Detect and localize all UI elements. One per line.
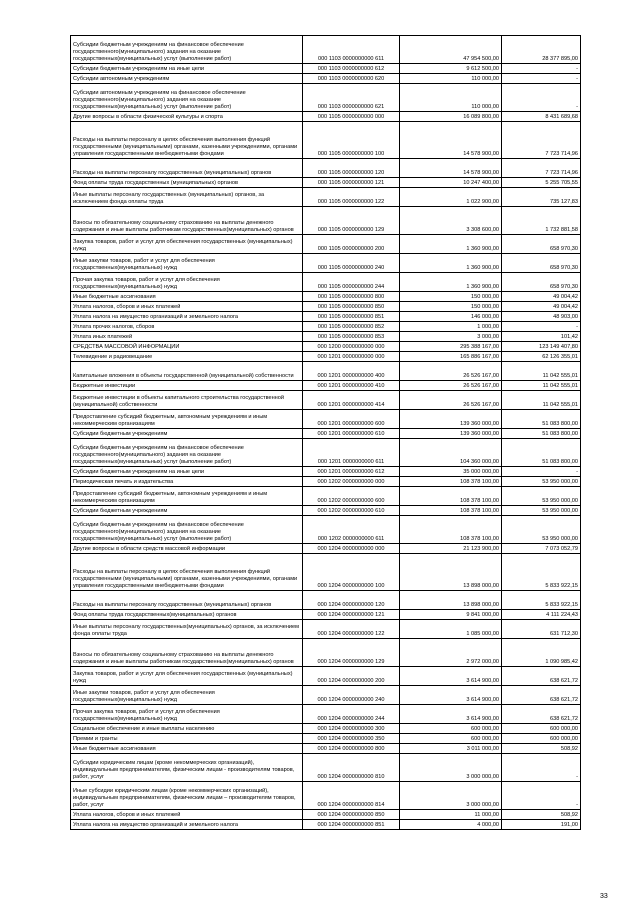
row-name-cell: Прочая закупка товаров, работ и услуг для обеспечения государственных(муниципальных) нужд [71, 273, 303, 292]
table-row [71, 112, 581, 122]
row-name-cell: Уплата налогов, сборов и иных платежей [71, 810, 303, 820]
row-code-cell: 000 1201 0000000000 612 [303, 467, 400, 477]
row-name-cell: Субсидии бюджетным учреждениям на финансовое обеспечение государственного(муниципального) задания на оказание государственных(муниципальных) услуг (выполнение работ) [71, 439, 303, 467]
table-row [71, 312, 581, 322]
row-code-cell: 000 1200 0000000000 000 [303, 342, 400, 352]
table-row [71, 292, 581, 302]
row-planned-cell: 108 378 100,00 [400, 516, 502, 544]
row-planned-cell: 3 000,00 [400, 332, 502, 342]
table-row [71, 506, 581, 516]
row-name-cell: Уплата налогов, сборов и иных платежей [71, 302, 303, 312]
table-row [71, 639, 581, 667]
table-row [71, 74, 581, 84]
row-executed-cell: - [502, 782, 581, 810]
row-name-cell: Субсидии бюджетным учреждениям [71, 506, 303, 516]
row-planned-cell: 9 612 500,00 [400, 64, 502, 74]
row-code-cell: 000 1103 0000000000 612 [303, 64, 400, 74]
table-row [71, 754, 581, 782]
row-executed-cell: 53 950 000,00 [502, 506, 581, 516]
row-name-cell: Субсидии бюджетным учреждениям на иные цели [71, 467, 303, 477]
row-planned-cell: 1 000,00 [400, 322, 502, 332]
row-name-cell: Закупка товаров, работ и услуг для обеспечения государственных (муниципальных) нужд [71, 235, 303, 254]
row-name-cell: Субсидии юридическим лицам (кроме некоммерческих организаций), индивидуальным предпринимателям, физическим лицам - производителям товаров, работ, услуг [71, 754, 303, 782]
row-executed-cell: 48 903,00 [502, 312, 581, 322]
table-row [71, 332, 581, 342]
table-row [71, 477, 581, 487]
row-executed-cell: 1 732 881,58 [502, 207, 581, 235]
row-code-cell: 000 1204 0000000000 851 [303, 820, 400, 830]
row-planned-cell: 3 614 900,00 [400, 705, 502, 724]
row-code-cell: 000 1105 0000000000 850 [303, 302, 400, 312]
page-number: 33 [600, 893, 608, 900]
table-row [71, 235, 581, 254]
row-name-cell: Уплата налога на имущество организаций и земельного налога [71, 820, 303, 830]
row-name-cell: Субсидии бюджетным учреждениям на иные цели [71, 64, 303, 74]
row-code-cell: 000 1204 0000000000 122 [303, 620, 400, 639]
row-name-cell: Взносы по обязательному социальному страхованию на выплаты денежного содержания и иные выплаты работникам государственных(муниципальных) органов [71, 639, 303, 667]
row-code-cell: 000 1204 0000000000 240 [303, 686, 400, 705]
row-planned-cell: 150 000,00 [400, 302, 502, 312]
table-row [71, 487, 581, 506]
row-name-cell: Другие вопросы в области физической культуры и спорта [71, 112, 303, 122]
row-name-cell: Иные выплаты персоналу государственных (муниципальных) органов, за исключением фонда оплаты труда [71, 188, 303, 207]
row-executed-cell: 53 950 000,00 [502, 487, 581, 506]
row-executed-cell: 53 950 000,00 [502, 477, 581, 487]
row-executed-cell: 51 083 800,00 [502, 410, 581, 429]
table-row [71, 342, 581, 352]
row-name-cell: Субсидии бюджетным учреждениям на финансовое обеспечение государственного(муниципального) задания на оказание государственных(муниципальных) услуг (выполнение работ) [71, 36, 303, 64]
table-row [71, 439, 581, 467]
row-planned-cell: 26 526 167,00 [400, 362, 502, 381]
table-row [71, 207, 581, 235]
row-name-cell: Бюджетные инвестиции в объекты капитального строительства государственной (муниципальной) собственности [71, 391, 303, 410]
row-planned-cell: 16 089 800,00 [400, 112, 502, 122]
row-code-cell: 000 1105 0000000000 121 [303, 178, 400, 188]
row-code-cell: 000 1105 0000000000 122 [303, 188, 400, 207]
row-executed-cell: - [502, 74, 581, 84]
row-code-cell: 000 1105 0000000000 120 [303, 159, 400, 178]
row-name-cell: Периодическая печать и издательства [71, 477, 303, 487]
row-code-cell: 000 1202 0000000000 610 [303, 506, 400, 516]
row-code-cell: 000 1204 0000000000 100 [303, 554, 400, 591]
row-name-cell: Субсидии бюджетным учреждениям на финансовое обеспечение государственного(муниципального) задания на оказание государственных(муниципальных) услуг (выполнение работ) [71, 516, 303, 544]
row-planned-cell: 9 841 000,00 [400, 610, 502, 620]
table-row [71, 820, 581, 830]
row-name-cell: Телевидение и радиовещание [71, 352, 303, 362]
row-executed-cell: 638 621,72 [502, 686, 581, 705]
table-row [71, 64, 581, 74]
table-row [71, 84, 581, 112]
row-name-cell: Иные бюджетные ассигнования [71, 744, 303, 754]
row-name-cell: Уплата прочих налогов, сборов [71, 322, 303, 332]
row-executed-cell: 191,00 [502, 820, 581, 830]
table-row [71, 667, 581, 686]
row-code-cell: 000 1201 0000000000 600 [303, 410, 400, 429]
row-executed-cell: 11 042 555,01 [502, 381, 581, 391]
row-code-cell: 000 1201 0000000000 611 [303, 439, 400, 467]
row-planned-cell: 3 000 000,00 [400, 782, 502, 810]
row-name-cell: Прочая закупка товаров, работ и услуг для обеспечения государственных(муниципальных) нужд [71, 705, 303, 724]
table-row [71, 544, 581, 554]
row-name-cell: Фонд оплаты труда государственных (муниципальных) органов [71, 178, 303, 188]
row-executed-cell: 638 621,72 [502, 705, 581, 724]
row-name-cell: Уплата иных платежей [71, 332, 303, 342]
row-executed-cell: 600 000,00 [502, 734, 581, 744]
row-planned-cell: 150 000,00 [400, 292, 502, 302]
row-code-cell: 000 1202 0000000000 000 [303, 477, 400, 487]
row-code-cell: 000 1204 0000000000 120 [303, 591, 400, 610]
table-row [71, 410, 581, 429]
table-row [71, 810, 581, 820]
table-row [71, 724, 581, 734]
table-row [71, 178, 581, 188]
row-executed-cell: 62 126 355,01 [502, 352, 581, 362]
row-planned-cell: 4 000,00 [400, 820, 502, 830]
table-row [71, 686, 581, 705]
row-code-cell: 000 1103 0000000000 621 [303, 84, 400, 112]
table-row [71, 591, 581, 610]
row-planned-cell: 3 614 900,00 [400, 686, 502, 705]
row-planned-cell: 600 000,00 [400, 724, 502, 734]
row-code-cell: 000 1105 0000000000 851 [303, 312, 400, 322]
row-planned-cell: 3 614 900,00 [400, 667, 502, 686]
table-row [71, 429, 581, 439]
row-name-cell: СРЕДСТВА МАССОВОЙ ИНФОРМАЦИИ [71, 342, 303, 352]
row-executed-cell: 49 004,42 [502, 302, 581, 312]
table-row [71, 362, 581, 381]
row-code-cell: 000 1105 0000000000 100 [303, 122, 400, 159]
row-name-cell: Другие вопросы в области средств массовой информации [71, 544, 303, 554]
row-code-cell: 000 1204 0000000000 850 [303, 810, 400, 820]
row-name-cell: Предоставление субсидий бюджетным, автономным учреждениям и иным некоммерческим организациям [71, 487, 303, 506]
table-row [71, 159, 581, 178]
row-code-cell: 000 1201 0000000000 610 [303, 429, 400, 439]
row-executed-cell: 28 377 895,00 [502, 36, 581, 64]
row-executed-cell: 7 723 714,96 [502, 159, 581, 178]
table-row [71, 122, 581, 159]
row-code-cell: 000 1204 0000000000 121 [303, 610, 400, 620]
row-planned-cell: 295 388 167,00 [400, 342, 502, 352]
row-planned-cell: 3 000 000,00 [400, 754, 502, 782]
row-name-cell: Субсидии автономным учреждениям [71, 74, 303, 84]
row-code-cell: 000 1201 0000000000 400 [303, 362, 400, 381]
table-row [71, 705, 581, 724]
row-executed-cell: 4 111 224,43 [502, 610, 581, 620]
row-name-cell: Субсидии бюджетным учреждениям [71, 429, 303, 439]
row-planned-cell: 104 360 000,00 [400, 439, 502, 467]
row-code-cell: 000 1105 0000000000 244 [303, 273, 400, 292]
row-name-cell: Премии и гранты [71, 734, 303, 744]
row-code-cell: 000 1204 0000000000 814 [303, 782, 400, 810]
row-code-cell: 000 1105 0000000000 800 [303, 292, 400, 302]
row-name-cell: Иные выплаты персоналу государственных(муниципальных) органов, за исключением фонда оплаты труда [71, 620, 303, 639]
row-executed-cell: 8 431 689,68 [502, 112, 581, 122]
row-name-cell: Иные бюджетные ассигнования [71, 292, 303, 302]
row-name-cell: Иные субсидии юридическим лицам (кроме некоммерческих организаций), индивидуальным предпринимателям, физическим лицам – производителям товаров, работ, услуг [71, 782, 303, 810]
row-code-cell: 000 1202 0000000000 611 [303, 516, 400, 544]
row-planned-cell: 1 022 900,00 [400, 188, 502, 207]
table-row [71, 744, 581, 754]
row-name-cell: Уплата налога на имущество организаций и земельного налога [71, 312, 303, 322]
row-executed-cell: - [502, 84, 581, 112]
row-executed-cell: 11 042 555,01 [502, 391, 581, 410]
table-row [71, 381, 581, 391]
row-planned-cell: 26 526 167,00 [400, 381, 502, 391]
table-row [71, 188, 581, 207]
table-row [71, 782, 581, 810]
table-row [71, 302, 581, 312]
row-planned-cell: 110 000,00 [400, 74, 502, 84]
row-planned-cell: 139 360 000,00 [400, 410, 502, 429]
row-planned-cell: 146 000,00 [400, 312, 502, 322]
row-executed-cell: 631 712,30 [502, 620, 581, 639]
row-executed-cell: 638 621,72 [502, 667, 581, 686]
row-planned-cell: 10 247 400,00 [400, 178, 502, 188]
row-executed-cell: 7 073 052,79 [502, 544, 581, 554]
row-name-cell: Фонд оплаты труда государственных(муниципальных) органов [71, 610, 303, 620]
row-name-cell: Социальное обеспечение и иные выплаты населению [71, 724, 303, 734]
row-code-cell: 000 1204 0000000000 810 [303, 754, 400, 782]
row-code-cell: 000 1105 0000000000 852 [303, 322, 400, 332]
table-row [71, 322, 581, 332]
table-row [71, 391, 581, 410]
row-code-cell: 000 1204 0000000000 200 [303, 667, 400, 686]
row-planned-cell: 1 085 000,00 [400, 620, 502, 639]
row-planned-cell: 1 360 900,00 [400, 254, 502, 273]
row-name-cell: Предоставление субсидий бюджетным, автономным учреждениям и иным некоммерческим организациям [71, 410, 303, 429]
row-planned-cell: 139 360 000,00 [400, 429, 502, 439]
row-executed-cell: 658 970,30 [502, 254, 581, 273]
row-executed-cell: 7 723 714,96 [502, 122, 581, 159]
row-executed-cell: 600 000,00 [502, 724, 581, 734]
row-name-cell: Расходы на выплаты персоналу в целях обеспечения выполнения функций государственными (муниципальными) органами, казенными учреждениями, органами управления государственными внебюджетными фондами [71, 554, 303, 591]
row-code-cell: 000 1204 0000000000 129 [303, 639, 400, 667]
row-code-cell: 000 1201 0000000000 414 [303, 391, 400, 410]
row-planned-cell: 165 886 167,00 [400, 352, 502, 362]
row-name-cell: Расходы на выплаты персоналу в целях обеспечения выполнения функций государственными (муниципальными) органами, казенными учреждениями, органами управления государственными внебюджетными фондами [71, 122, 303, 159]
row-executed-cell: 735 127,83 [502, 188, 581, 207]
row-executed-cell: 49 004,42 [502, 292, 581, 302]
table-row [71, 516, 581, 544]
row-name-cell: Иные закупки товаров, работ и услуг для обеспечения государственных(муниципальных) нужд [71, 686, 303, 705]
row-code-cell: 000 1201 0000000000 000 [303, 352, 400, 362]
row-executed-cell: 5 833 922,15 [502, 554, 581, 591]
row-executed-cell: 51 083 800,00 [502, 439, 581, 467]
row-executed-cell: 658 970,30 [502, 273, 581, 292]
row-name-cell: Взносы по обязательному социальному страхованию на выплаты денежного содержания и иные выплаты работникам государственных(муниципальных) органов [71, 207, 303, 235]
row-code-cell: 000 1105 0000000000 200 [303, 235, 400, 254]
row-planned-cell: 108 378 100,00 [400, 487, 502, 506]
row-executed-cell: 5 833 922,15 [502, 591, 581, 610]
row-planned-cell: 1 360 900,00 [400, 235, 502, 254]
row-planned-cell: 21 123 900,00 [400, 544, 502, 554]
table-row [71, 254, 581, 273]
row-planned-cell: 110 000,00 [400, 84, 502, 112]
row-code-cell: 000 1204 0000000000 350 [303, 734, 400, 744]
row-code-cell: 000 1202 0000000000 600 [303, 487, 400, 506]
row-name-cell: Расходы на выплаты персоналу государственных (муниципальных) органов [71, 591, 303, 610]
row-planned-cell: 108 378 100,00 [400, 477, 502, 487]
row-planned-cell: 600 000,00 [400, 734, 502, 744]
row-code-cell: 000 1201 0000000000 410 [303, 381, 400, 391]
row-code-cell: 000 1105 0000000000 000 [303, 112, 400, 122]
row-code-cell: 000 1105 0000000000 240 [303, 254, 400, 273]
row-planned-cell: 47 954 500,00 [400, 36, 502, 64]
table-row [71, 734, 581, 744]
row-code-cell: 000 1105 0000000000 853 [303, 332, 400, 342]
row-name-cell: Иные закупки товаров, работ и услуг для обеспечения государственных(муниципальных) нужд [71, 254, 303, 273]
row-planned-cell: 13 898 000,00 [400, 591, 502, 610]
table-row [71, 554, 581, 591]
row-executed-cell: - [502, 754, 581, 782]
row-executed-cell: 123 149 407,80 [502, 342, 581, 352]
row-planned-cell: 1 360 900,00 [400, 273, 502, 292]
row-executed-cell: 11 042 555,01 [502, 362, 581, 381]
row-planned-cell: 26 526 167,00 [400, 391, 502, 410]
table-row [71, 467, 581, 477]
row-name-cell: Капитальные вложения в объекты государственной (муниципальной) собственности [71, 362, 303, 381]
row-executed-cell: 508,92 [502, 744, 581, 754]
row-executed-cell: 5 255 705,55 [502, 178, 581, 188]
row-executed-cell: 1 090 985,42 [502, 639, 581, 667]
row-executed-cell: - [502, 322, 581, 332]
row-planned-cell: 3 011 000,00 [400, 744, 502, 754]
row-executed-cell: 51 083 800,00 [502, 429, 581, 439]
row-executed-cell: 508,92 [502, 810, 581, 820]
table-row [71, 36, 581, 64]
table-row [71, 620, 581, 639]
row-name-cell: Расходы на выплаты персоналу государственных (муниципальных) органов [71, 159, 303, 178]
row-name-cell: Бюджетные инвестиции [71, 381, 303, 391]
row-planned-cell: 11 000,00 [400, 810, 502, 820]
row-planned-cell: 35 000 000,00 [400, 467, 502, 477]
row-code-cell: 000 1204 0000000000 800 [303, 744, 400, 754]
row-code-cell: 000 1103 0000000000 611 [303, 36, 400, 64]
table-row [71, 273, 581, 292]
row-executed-cell: 53 950 000,00 [502, 516, 581, 544]
row-planned-cell: 14 578 900,00 [400, 122, 502, 159]
row-code-cell: 000 1204 0000000000 300 [303, 724, 400, 734]
row-planned-cell: 14 578 900,00 [400, 159, 502, 178]
row-executed-cell: - [502, 64, 581, 74]
row-executed-cell: 101,42 [502, 332, 581, 342]
row-planned-cell: 2 972 000,00 [400, 639, 502, 667]
row-planned-cell: 3 308 600,00 [400, 207, 502, 235]
budget-table [70, 35, 581, 830]
row-code-cell: 000 1204 0000000000 244 [303, 705, 400, 724]
row-code-cell: 000 1204 0000000000 000 [303, 544, 400, 554]
row-executed-cell: 658 970,30 [502, 235, 581, 254]
row-executed-cell: - [502, 467, 581, 477]
table-row [71, 610, 581, 620]
row-planned-cell: 13 898 000,00 [400, 554, 502, 591]
row-code-cell: 000 1105 0000000000 129 [303, 207, 400, 235]
row-name-cell: Закупка товаров, работ и услуг для обеспечения государственных (муниципальных) нужд [71, 667, 303, 686]
table-row [71, 352, 581, 362]
budget-table-body [71, 36, 581, 830]
row-code-cell: 000 1103 0000000000 620 [303, 74, 400, 84]
row-planned-cell: 108 378 100,00 [400, 506, 502, 516]
row-name-cell: Субсидии автономным учреждениям на финансовое обеспечение государственного(муниципального) задания на оказание государственных(муниципальных) услуг (выполнение работ) [71, 84, 303, 112]
